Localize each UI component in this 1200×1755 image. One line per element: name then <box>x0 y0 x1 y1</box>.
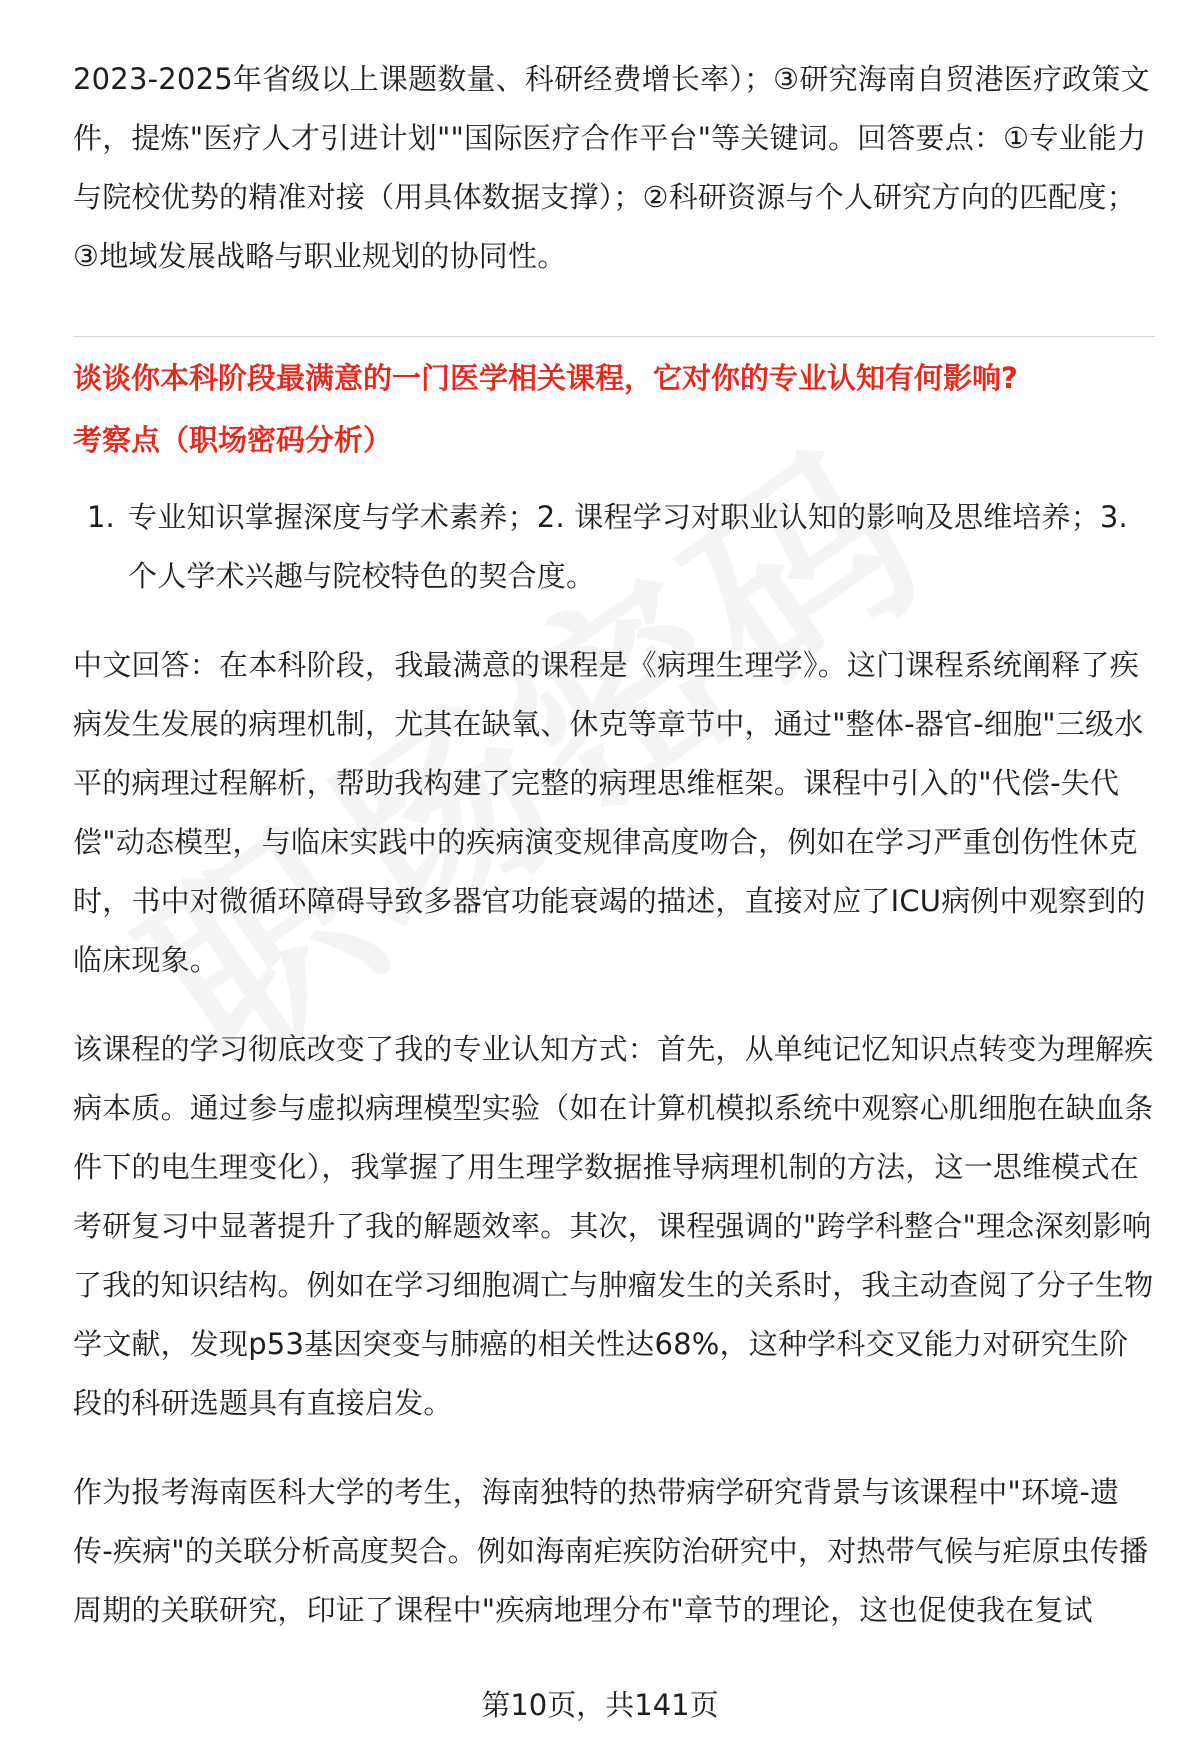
section-divider <box>73 336 1155 337</box>
interview-question: 谈谈你本科阶段最满意的一门医学相关课程，它对你的专业认知有何影响? <box>73 361 1018 395</box>
answer-paragraph: 该课程的学习彻底改变了我的专业认知方式：首先，从单纯记忆知识点转变为理解疾病本质。通过参与虚拟病理模型实验（如在计算机模拟系统中观察心肌细胞在缺血条件下的电生理变化），我掌握了用生理学数据推导病理机制的方法，这一思维模式在考研复习中显著提升了我的解题效率。其次，课程强调的"跨学科整合"理念深刻影响了我的知识结构。例如在学习细胞凋亡与肿瘤发生的关系时，我主动查阅了分子生物学文献，发现p53基因突变与肺癌的相关性达68%，这种学科交叉能力对研究生阶段的科研选题具有直接启发。 <box>73 1032 1154 1420</box>
answer-paragraph: 中文回答：在本科阶段，我最满意的课程是《病理生理学》。这门课程系统阐释了疾病发生发展的病理机制，尤其在缺氧、休克等章节中，通过"整体-器官-细胞"三级水平的病理过程解析，帮助我构建了完整的病理思维框架。课程中引入的"代偿-失代偿"动态模型，与临床实践中的疾病演变规律高度吻合，例如在学习严重创伤性休克时，书中对微循环障碍导致多器官功能衰竭的描述，直接对应了ICU病例中观察到的临床现象。 <box>73 648 1146 977</box>
page-number: 第10页，共141页 <box>481 1688 719 1722</box>
document-body <box>73 50 1155 1640</box>
answer-paragraph: 作为报考海南医科大学的考生，海南独特的热带病学研究背景与该课程中"环境-遗传-疾病"的关联分析高度契合。例如海南疟疾防治研究中，对热带气候与疟原虫传播周期的关联研究，印证了课程中"疾病地理分布"章节的理论，这也促使我在复试 <box>73 1475 1149 1627</box>
exam-points-list <box>73 488 1155 606</box>
exam-points-heading: 考察点（职场密码分析） <box>73 423 393 457</box>
exam-points-text: 专业知识掌握深度与学术素养；2. 课程学习对职业认知的影响及思维培养；3. 个人学术兴趣与院校特色的契合度。 <box>128 500 1128 593</box>
list-number: 1. <box>87 500 115 534</box>
continued-paragraph: 2023-2025年省级以上课题数量、科研经费增长率）；③研究海南自贸港医疗政策文件，提炼"医疗人才引进计划""国际医疗合作平台"等关键词。回答要点：①专业能力与院校优势的精准对接（用具体数据支撑）；②科研资源与个人研究方向的匹配度；③地域发展战略与职业规划的协同性。 <box>73 62 1150 273</box>
